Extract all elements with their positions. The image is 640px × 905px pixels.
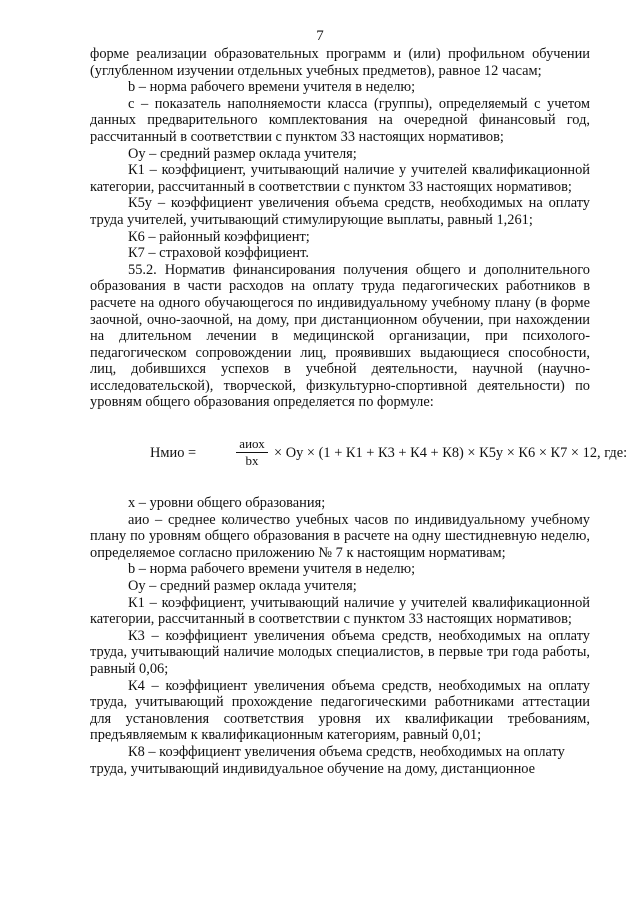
paragraph: b – норма рабочего времени учителя в неделю;: [128, 79, 416, 96]
formula-lhs: Нмио =: [150, 445, 197, 462]
paragraph: Оу – средний размер оклада учителя;: [128, 145, 357, 162]
document-body: [90, 46, 628, 777]
paragraph: К4 – коэффициент увеличения объема средств, необходимых на оплату труда, учитывающий прохождение педагогическими работниками аттестации для установления соответствия уровня их квалификации требованиям, предъявляемым к квалификационным категориям, равный 0,01;: [90, 677, 590, 744]
paragraph: х – уровни общего образования;: [128, 495, 326, 512]
paragraph: К1 – коэффициент, учитывающий наличие у учителей квалификационной категории, рассчитанный в соответствии с пунктом 33 настоящих нормативов;: [90, 162, 590, 195]
formula-numerator: аиох: [236, 437, 268, 453]
formula: [90, 436, 628, 471]
paragraph: b – норма рабочего времени учителя в неделю;: [128, 561, 416, 578]
paragraph: аио – среднее количество учебных часов по индивидуальному учебному плану по уровням общего образования в расчете на одну шестидневную неделю, определяемое согласно приложению № 7 к настоящим нормативам;: [90, 511, 590, 561]
paragraph: К5у – коэффициент увеличения объема средств, необходимых на оплату труда учителей, учитывающий стимулирующие выплаты, равный 1,261;: [90, 195, 590, 228]
text-block-bottom: [90, 495, 590, 777]
paragraph: c – показатель наполняемости класса (группы), определяемый с учетом данных предварительного комплектования на очередной финансовый год, рассчитанный в соответствии с пунктом 33 настоящих нормативов;: [90, 95, 590, 145]
text-block-top: [90, 46, 590, 411]
formula-denominator: bх: [245, 453, 259, 469]
formula-fraction: [236, 437, 268, 469]
paragraph: форме реализации образовательных программ и (или) профильном обучении (углубленном изучении отдельных учебных предметов), равное 12 часам;: [90, 46, 590, 79]
paragraph: Оу – средний размер оклада учителя;: [128, 578, 357, 595]
paragraph: К3 – коэффициент увеличения объема средств, необходимых на оплату труда, учитывающий наличие молодых специалистов, в первые три года работы, равный 0,06;: [90, 627, 590, 677]
paragraph: К6 – районный коэффициент;: [128, 228, 310, 245]
paragraph: 55.2. Норматив финансирования получения общего и дополнительного образования в части расходов на оплату труда педагогических работников в расчете на одного обучающегося по индивидуальному учебному плану (в форме заочной, очно-заочной, на дому, при дистанционном обучении, при нахождении на длительном лечении в медицинской организации, при психолого-педагогическом сопровождении лиц, проявивших выдающиеся способности, лиц, добившихся успехов в учебной деятельности, научной (научно-исследовательской), творческой, физкультурно-спортивной деятельности) по уровням общего образования определяется по формуле:: [90, 261, 590, 411]
paragraph: К8 – коэффициент увеличения объема средств, необходимых на оплату труда, учитывающий индивидуальное обучение на дому, дистанционное: [90, 743, 565, 777]
paragraph: К7 – страховой коэффициент.: [128, 245, 309, 262]
formula-rhs: × Оу × (1 + К1 + К3 + К4 + К8) × К5у × К6 × К7 × 12, где:: [274, 445, 628, 462]
paragraph: К1 – коэффициент, учитывающий наличие у учителей квалификационной категории, рассчитанный в соответствии с пунктом 33 настоящих нормативов;: [90, 594, 590, 628]
page-number: 7: [316, 28, 324, 44]
